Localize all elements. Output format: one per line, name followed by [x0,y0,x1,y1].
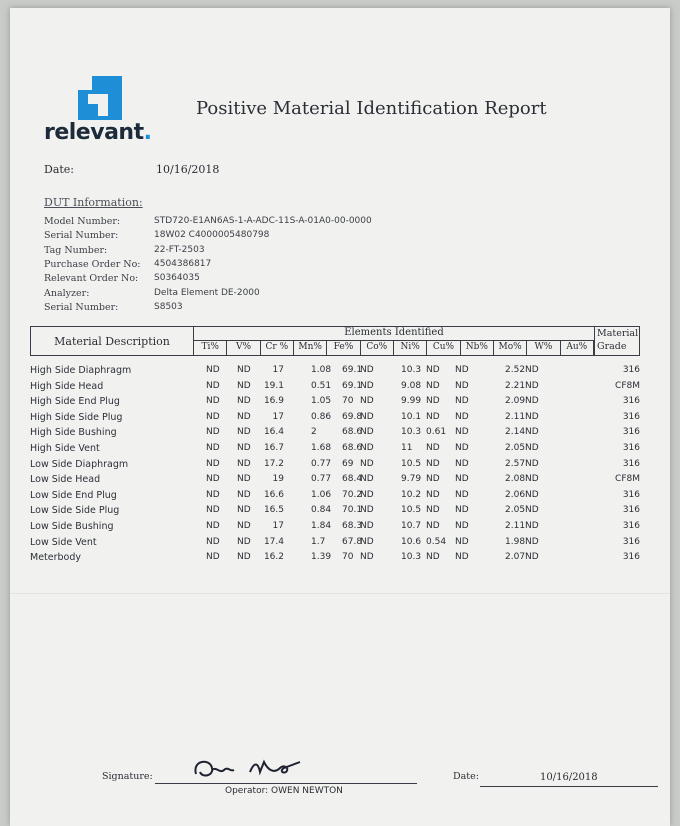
cell-mo: 2.09 [505,396,526,407]
cell-v: ND [237,520,251,531]
cell-nb: ND [455,458,469,469]
cell-nb: ND [455,520,469,531]
dut-field-label: Serial Number: [44,230,119,242]
cell-mo: 2.11 [505,411,526,422]
cell-fe: 68.6 [342,427,363,438]
element-column-header: V% [227,341,260,355]
cell-cr: 19 [272,474,284,485]
element-column-header: Mo% [494,341,527,355]
material-description: Low Side End Plug [30,489,117,501]
cell-mn: 0.84 [311,505,332,516]
cell-mn: 1.39 [311,552,332,563]
material-grade-header [594,327,639,355]
cell-v: ND [237,489,251,500]
cell-ni: 10.5 [401,458,422,469]
material-description: Low Side Vent [30,536,97,548]
table-row [30,552,650,568]
cell-w: ND [525,505,539,516]
cell-cu: ND [426,474,440,485]
cell-w: ND [525,552,539,563]
cell-grade: 316 [622,489,640,500]
cell-w: ND [525,458,539,469]
cell-cu: ND [426,396,440,407]
cell-ti: ND [206,536,220,547]
cell-ni: 10.5 [401,505,422,516]
cell-ni: 9.08 [401,380,422,391]
cell-w: ND [525,442,539,453]
cell-fe: 67.8 [342,536,363,547]
cell-cu: ND [426,520,440,531]
cell-nb: ND [455,536,469,547]
cell-co: ND [360,411,374,422]
table-row [30,443,650,459]
material-grade-header-line2: Grade [597,341,627,352]
dut-field-label: Serial Number: [44,301,119,313]
cell-ni: 10.1 [401,411,422,422]
cell-v: ND [237,411,251,422]
cell-ti: ND [206,427,220,438]
cell-nb: ND [455,489,469,500]
cell-mo: 2.52 [505,365,526,375]
cell-ti: ND [206,396,220,407]
cell-mo: 2.14 [505,427,526,438]
cell-grade: 316 [622,552,640,563]
cell-co: ND [360,489,374,500]
cell-cr: 17 [272,411,284,422]
cell-cr: 17 [272,365,284,375]
table-row [30,381,650,397]
cell-w: ND [525,365,539,375]
cell-mn: 1.68 [311,442,332,453]
cell-mn: 0.86 [311,411,332,422]
cell-v: ND [237,458,251,469]
signature-line [155,783,417,784]
cell-w: ND [525,520,539,531]
cell-grade: 316 [622,505,640,516]
dut-field [44,230,270,242]
table-row [30,537,650,553]
cell-nb: ND [455,411,469,422]
material-grade-header-line1: Material [597,328,639,339]
cell-grade: 316 [622,536,640,547]
cell-cu: ND [426,380,440,391]
cell-w: ND [525,380,539,391]
table-row [30,396,650,412]
footer-date-label: Date: [453,771,479,782]
cell-v: ND [237,552,251,563]
cell-grade: 316 [622,411,640,422]
results-table-body [30,365,650,568]
cell-mo: 2.11 [505,520,526,531]
date-value: 10/16/2018 [156,163,220,176]
cell-ni: 10.3 [401,427,422,438]
cell-w: ND [525,411,539,422]
dut-field-value: S0364035 [154,273,200,284]
table-row [30,521,650,537]
cell-ni: 10.6 [401,536,422,547]
cell-cu: 0.61 [426,427,447,438]
material-description: High Side Vent [30,442,100,454]
cell-mn: 0.51 [311,380,332,391]
table-row [30,490,650,506]
cell-ni: 9.99 [401,396,422,407]
cell-nb: ND [455,396,469,407]
cell-ti: ND [206,380,220,391]
cell-ni: 10.3 [401,365,422,375]
cell-fe: 68.4 [342,474,363,485]
cell-cr: 16.5 [263,505,284,516]
cell-mo: 1.98 [505,536,526,547]
cell-mo: 2.05 [505,442,526,453]
cell-co: ND [360,396,374,407]
element-columns [194,341,594,355]
element-column-header: Fe% [327,341,360,355]
cell-fe: 69.1 [342,380,363,391]
cell-ti: ND [206,458,220,469]
cell-co: ND [360,365,374,375]
cell-grade: 316 [622,396,640,407]
element-column-header: Co% [361,341,394,355]
dut-field [44,244,205,256]
operator-name: Operator: OWEN NEWTON [225,786,343,796]
table-row [30,412,650,428]
cell-ni: 10.7 [401,520,422,531]
cell-v: ND [237,380,251,391]
dut-field-value: STD720-E1AN6AS-1-A-ADC-11S-A-01A0-00-0000 [154,216,372,226]
cell-cr: 19.1 [263,380,284,391]
dut-field [44,287,260,299]
table-row [30,427,650,443]
cell-grade: CF8M [615,474,640,485]
cell-v: ND [237,505,251,516]
cell-cu: ND [426,411,440,422]
cell-mo: 2.05 [505,505,526,516]
cell-cu: ND [426,505,440,516]
dut-field [44,301,183,313]
dut-field-label: Model Number: [44,216,121,227]
cell-mn: 1.7 [311,536,326,547]
cell-nb: ND [455,552,469,563]
cell-grade: 316 [622,520,640,531]
table-header [30,326,640,356]
cell-fe: 70 [342,552,354,563]
cell-fe: 69.1 [342,365,363,375]
element-column-header: Nb% [461,341,494,355]
relevant-logo-icon [78,76,122,120]
cell-ni: 10.3 [401,552,422,563]
cell-cr: 16.7 [263,442,284,453]
cell-ti: ND [206,505,220,516]
cell-grade: CF8M [615,380,640,391]
table-row [30,365,650,381]
material-description: High Side Diaphragm [30,365,132,376]
cell-v: ND [237,442,251,453]
dut-field-value: 4504386817 [154,258,212,269]
cell-ti: ND [206,442,220,453]
cell-w: ND [525,427,539,438]
cell-nb: ND [455,380,469,391]
cell-mn: 0.77 [311,474,332,485]
cell-w: ND [525,474,539,485]
material-description: High Side Bushing [30,427,117,439]
cell-co: ND [360,520,374,531]
cell-grade: 316 [622,427,640,438]
dut-field-value: 22-FT-2503 [154,244,205,255]
cell-mn: 2 [311,427,317,438]
cell-cr: 16.6 [263,489,284,500]
cell-mn: 1.08 [311,365,332,375]
cell-w: ND [525,396,539,407]
paper-fold [10,593,670,595]
cell-mo: 2.08 [505,474,526,485]
cell-mo: 2.06 [505,489,526,500]
cell-cr: 17 [272,520,284,531]
cell-v: ND [237,396,251,407]
material-description: Low Side Diaphragm [30,458,129,470]
cell-cu: ND [426,489,440,500]
cell-ti: ND [206,365,220,375]
cell-cu: ND [426,552,440,563]
cell-cr: 17.4 [263,536,284,547]
cell-nb: ND [455,427,469,438]
element-column-header: Cu% [427,341,460,355]
cell-mo: 2.21 [505,380,526,391]
cell-fe: 69 [342,458,354,469]
material-description: Low Side Bushing [30,520,114,532]
cell-cu: ND [426,442,440,453]
cell-mn: 1.84 [311,520,332,531]
element-column-header: Mn% [294,341,327,355]
cell-w: ND [525,536,539,547]
cell-ti: ND [206,552,220,563]
cell-nb: ND [455,442,469,453]
cell-mn: 1.06 [311,489,332,500]
material-description-header: Material Description [31,327,194,355]
dut-field [44,273,200,285]
material-description: Meterbody [30,552,82,564]
footer-date-value: 10/16/2018 [540,772,598,783]
cell-ti: ND [206,411,220,422]
cell-v: ND [237,427,251,438]
signature-label: Signature: [102,771,153,782]
cell-cr: 16.4 [263,427,284,438]
element-column-header: Au% [561,341,594,355]
cell-cu: ND [426,458,440,469]
cell-nb: ND [455,505,469,516]
element-column-header: W% [527,341,560,355]
dut-field-value: Delta Element DE-2000 [154,287,260,298]
dut-field-value: S8503 [154,301,183,312]
cell-fe: 70.1 [342,505,363,516]
cell-cr: 17.2 [263,458,284,469]
cell-ni: 11 [401,442,413,453]
dut-field [44,258,212,270]
cell-fe: 69.8 [342,411,363,422]
cell-cu: ND [426,365,440,375]
cell-fe: 68.3 [342,520,363,531]
cell-nb: ND [455,365,469,375]
signature-image [190,750,310,784]
cell-v: ND [237,474,251,485]
company-logo-text: relevant. [44,120,152,145]
cell-fe: 70 [342,396,354,407]
cell-mo: 2.07 [505,552,526,563]
dut-info-title: DUT Information: [44,196,143,209]
table-row [30,505,650,521]
cell-grade: 316 [622,458,640,469]
cell-grade: 316 [622,365,640,375]
cell-co: ND [360,505,374,516]
material-description: High Side End Plug [30,396,120,408]
cell-cr: 16.9 [263,396,284,407]
table-row [30,474,650,490]
table-row [30,459,650,475]
cell-ni: 10.2 [401,489,422,500]
element-column-header: Ti% [194,341,227,355]
cell-ni: 9.79 [401,474,422,485]
material-description: High Side Side Plug [30,411,123,423]
cell-co: ND [360,442,374,453]
date-label: Date: [44,163,75,176]
cell-v: ND [237,365,251,375]
material-description: Low Side Head [30,474,101,486]
dut-field-value: 18W02 C4000005480798 [154,230,270,241]
cell-w: ND [525,489,539,500]
report-page [10,8,670,826]
element-column-header: Cr % [261,341,294,355]
material-description: High Side Head [30,380,104,392]
cell-fe: 70.2 [342,489,363,500]
cell-grade: 316 [622,442,640,453]
cell-nb: ND [455,474,469,485]
dut-field-label: Relevant Order No: [44,273,139,285]
cell-mo: 2.57 [505,458,526,469]
cell-ti: ND [206,489,220,500]
cell-co: ND [360,427,374,438]
cell-co: ND [360,458,374,469]
cell-ti: ND [206,520,220,531]
dut-field-label: Tag Number: [44,244,108,256]
cell-ti: ND [206,474,220,485]
dut-field [44,216,372,227]
cell-v: ND [237,536,251,547]
report-title: Positive Material Identification Report [196,98,547,119]
cell-co: ND [360,474,374,485]
cell-fe: 68.6 [342,442,363,453]
material-description: Low Side Side Plug [30,505,120,517]
cell-co: ND [360,552,374,563]
cell-mn: 1.05 [311,396,332,407]
elements-header: Elements Identified [194,327,594,341]
cell-co: ND [360,380,374,391]
dut-field-label: Purchase Order No: [44,258,141,270]
footer-date-line [480,786,658,787]
cell-cu: 0.54 [426,536,447,547]
cell-cr: 16.2 [263,552,284,563]
cell-mn: 0.77 [311,458,332,469]
dut-field-label: Analyzer: [44,287,90,299]
cell-co: ND [360,536,374,547]
element-column-header: Ni% [394,341,427,355]
